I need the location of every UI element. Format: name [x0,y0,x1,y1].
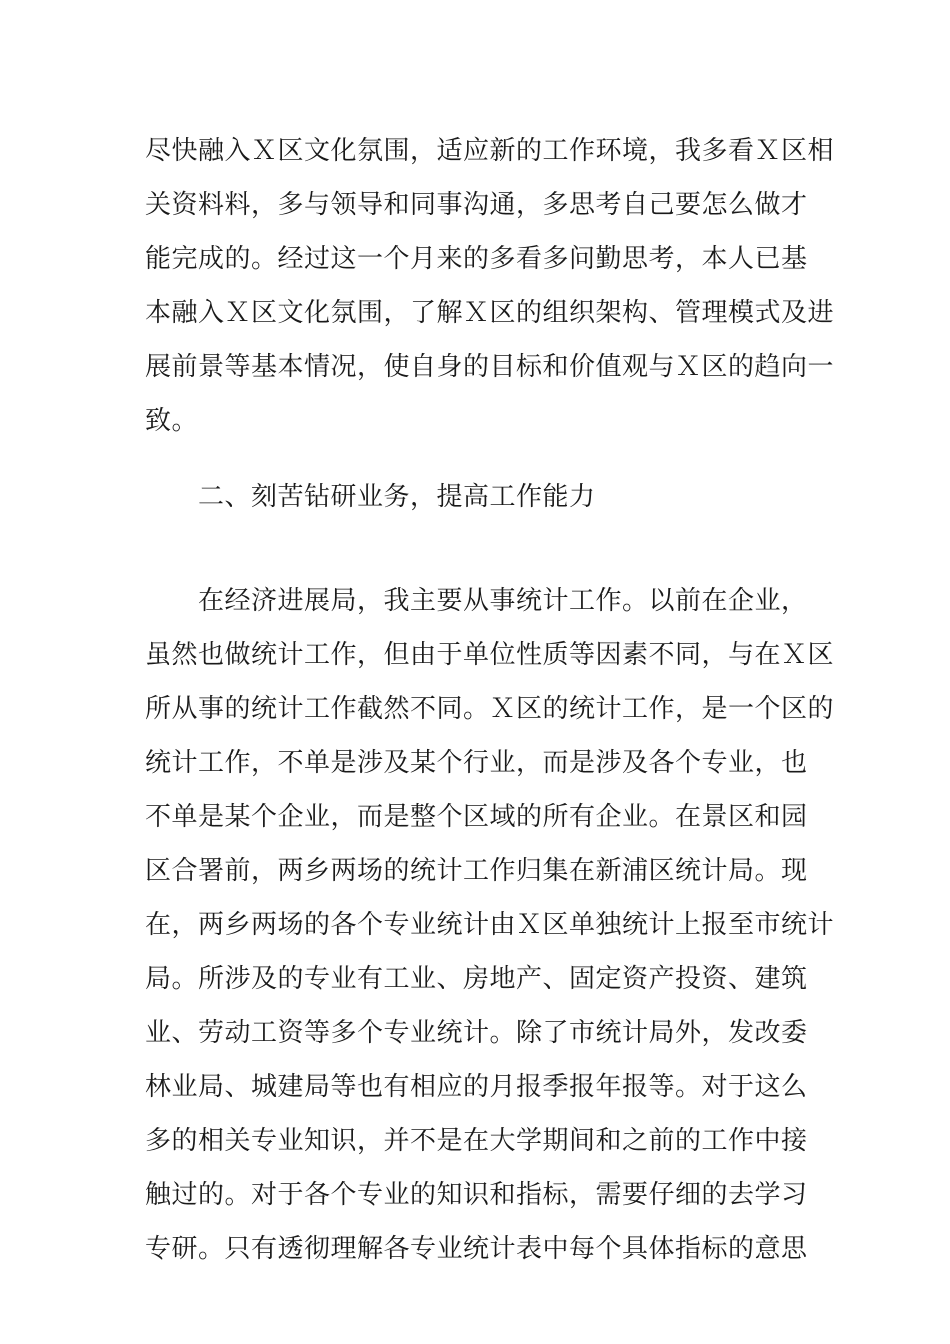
section-heading: 二、刻苦钻研业务，提高工作能力 [198,482,596,512]
paragraph-line: 关资料料，多与领导和同事沟通，多思考自己要怎么做才 [145,190,808,220]
paragraph-line: 所从事的统计工作截然不同。Ｘ区的统计工作，是一个区的 [145,694,835,724]
paragraph-line: 能完成的。经过这一个月来的多看多问勤思考，本人已基 [145,244,808,274]
paragraph-line: 专研。只有透彻理解各专业统计表中每个具体指标的意思 [145,1234,808,1264]
paragraph-line: 虽然也做统计工作，但由于单位性质等因素不同，与在Ｘ区 [145,640,835,670]
paragraph-line: 林业局、城建局等也有相应的月报季报年报等。对于这么 [145,1072,808,1102]
paragraph-line: 业、劳动工资等多个专业统计。除了市统计局外，发改委 [145,1018,808,1048]
paragraph-line: 展前景等基本情况，使自身的目标和价值观与Ｘ区的趋向一 [145,352,835,382]
paragraph-line: 多的相关专业知识，并不是在大学期间和之前的工作中接 [145,1126,808,1156]
paragraph-1 [145,124,835,448]
paragraph-line: 不单是某个企业，而是整个区域的所有企业。在景区和园 [145,802,808,832]
paragraph-line: 致。 [145,406,199,436]
paragraph-line: 在，两乡两场的各个专业统计由Ｘ区单独统计上报至市统计 [145,910,835,940]
paragraph-2 [145,574,835,1276]
paragraph-line: 本融入Ｘ区文化氛围，了解Ｘ区的组织架构、管理模式及进 [145,298,835,328]
paragraph-line: 区合署前，两乡两场的统计工作归集在新浦区统计局。现 [145,856,808,886]
paragraph-line: 统计工作，不单是涉及某个行业，而是涉及各个专业，也 [145,748,808,778]
paragraph-line: 在经济进展局，我主要从事统计工作。以前在企业， [145,586,808,616]
paragraph-line: 尽快融入Ｘ区文化氛围，适应新的工作环境，我多看Ｘ区相 [145,136,835,166]
paragraph-line: 触过的。对于各个专业的知识和指标，需要仔细的去学习 [145,1180,808,1210]
paragraph-line: 局。所涉及的专业有工业、房地产、固定资产投资、建筑 [145,964,808,994]
